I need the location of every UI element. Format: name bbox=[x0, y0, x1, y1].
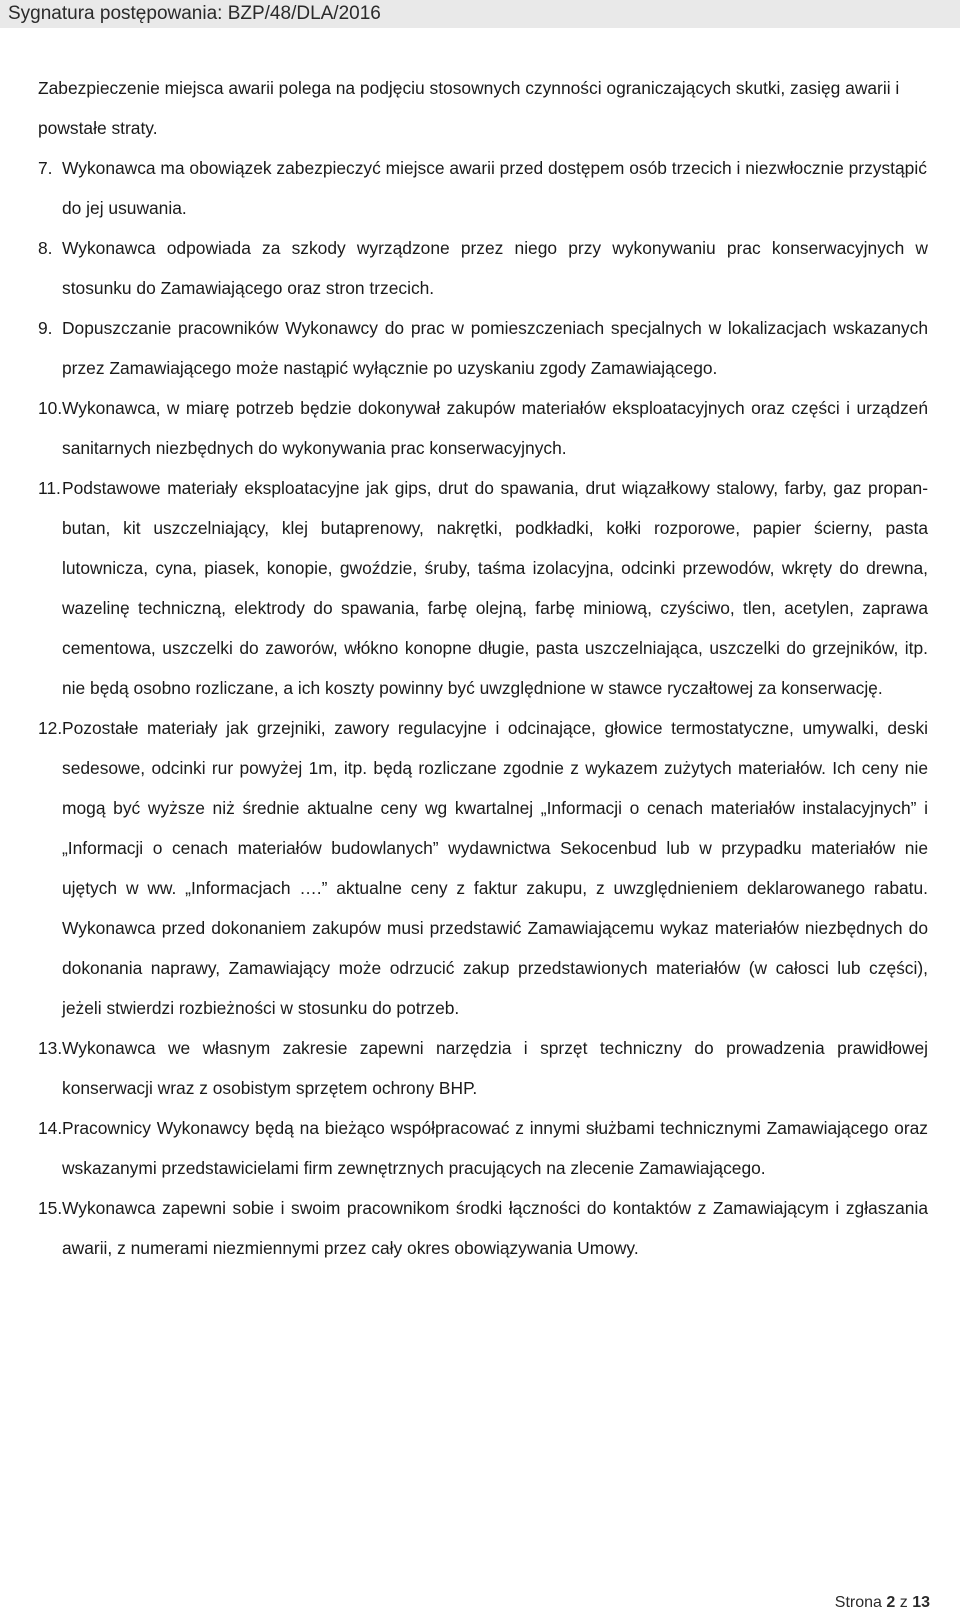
list-item bbox=[38, 468, 928, 708]
page-number bbox=[835, 1592, 930, 1614]
list-item bbox=[38, 308, 928, 388]
list-item bbox=[38, 1028, 928, 1108]
list-item-text: Pracownicy Wykonawcy będą na bieżąco współpracować z innymi służbami technicznymi Zamawiającego oraz wskazanymi przedstawicielami firm zewnętrznych pracujących na zlecenie Zamawiającego. bbox=[62, 1118, 928, 1178]
total-pages: 13 bbox=[912, 1594, 930, 1611]
list-item-text: Dopuszczanie pracowników Wykonawcy do prac w pomieszczeniach specjalnych w lokalizacjach wskazanych przez Zamawiającego może nastąpić wyłącznie po uzyskaniu zgody Zamawiającego. bbox=[62, 318, 928, 378]
list-item-text: Wykonawca odpowiada za szkody wyrządzone przez niego przy wykonywaniu prac konserwacyjnych w stosunku do Zamawiającego oraz stron trzecich. bbox=[62, 238, 928, 298]
page-label: Strona bbox=[834, 1594, 882, 1611]
list-item-number: 14. bbox=[38, 1118, 63, 1138]
list-item-number: 11. bbox=[38, 478, 61, 498]
case-signature: Sygnatura postępowania: BZP/48/DLA/2016 bbox=[8, 3, 381, 24]
list-item bbox=[38, 1188, 928, 1268]
list-item-number: 13. bbox=[38, 1038, 63, 1058]
list-item-text: Podstawowe materiały eksploatacyjne jak gips, drut do spawania, drut wiązałkowy stalowy, farby, gaz propan-butan, kit uszczelniający, klej butaprenowy, nakrętki, podkładki, kołki rozporowe, papier ścierny, pasta lutownicza, cyna, piasek, konopie, gwoździe, śruby, taśma izolacyjna, odcinki przewodów, wkręty do drewna, wazelinę techniczną, elektrody do spawania, farbę olejną, farbę miniową, czyściwo, tlen, acetylen, zaprawa cementowa, uszczelki do zaworów, włókno konopne długie, pasta uszczelniająca, uszczelki do grzejników, itp. nie będą osobno rozliczane, a ich koszty powinny być uwzględnione w stawce ryczałtowej za konserwację. bbox=[62, 478, 928, 698]
list-item-number: 7. bbox=[38, 158, 53, 178]
list-item-text: Wykonawca zapewni sobie i swoim pracownikom środki łączności do kontaktów z Zamawiającym i zgłaszania awarii, z numerami niezmiennymi przez cały okres obowiązywania Umowy. bbox=[62, 1198, 928, 1258]
list-item-text: Wykonawca ma obowiązek zabezpieczyć miejsce awarii przed dostępem osób trzecich i niezwłocznie przystąpić do jej usuwania. bbox=[62, 158, 927, 218]
page-header bbox=[0, 0, 960, 28]
page-separator: z bbox=[899, 1594, 908, 1611]
list-item bbox=[38, 1108, 928, 1188]
list-item-text: Wykonawca we własnym zakresie zapewni narzędzia i sprzęt techniczny do prowadzenia prawidłowej konserwacji wraz z osobistym sprzętem ochrony BHP. bbox=[62, 1038, 928, 1098]
list-item-number: 8. bbox=[38, 238, 53, 258]
document-body bbox=[38, 68, 928, 1268]
list-item bbox=[38, 388, 928, 468]
list-item bbox=[38, 708, 928, 1028]
list-item bbox=[38, 228, 928, 308]
list-item-number: 12. bbox=[38, 718, 63, 738]
list-item-text: Wykonawca, w miarę potrzeb będzie dokonywał zakupów materiałów eksploatacyjnych oraz części i urządzeń sanitarnych niezbędnych do wykonywania prac konserwacyjnych. bbox=[62, 398, 928, 458]
list-item-number: 9. bbox=[38, 318, 53, 338]
current-page: 2 bbox=[886, 1594, 896, 1611]
list-item-number: 10. bbox=[38, 398, 63, 418]
intro-paragraph: Zabezpieczenie miejsca awarii polega na podjęciu stosownych czynności ograniczających skutki, zasięg awarii i powstałe straty. bbox=[38, 78, 900, 138]
list-item-number: 15. bbox=[38, 1198, 63, 1218]
list-item-text: Pozostałe materiały jak grzejniki, zawory regulacyjne i odcinające, głowice termostatyczne, umywalki, deski sedesowe, odcinki rur powyżej 1m, itp. będą rozliczane zgodnie z wykazem zużytych materiałów. Ich ceny nie mogą być wyższe niż średnie aktualne ceny wg kwartalnej „Informacji o cenach materiałów instalacyjnych” i „Informacji o cenach materiałów budowlanych” wydawnictwa Sekocenbud lub w przypadku materiałów nie ujętych w ww. „Informacjach ….” aktualne ceny z faktur zakupu, z uwzględnieniem deklarowanego rabatu. Wykonawca przed dokonaniem zakupów musi przedstawić Zamawiającemu wykaz materiałów niezbędnych do dokonania naprawy, Zamawiający może odrzucić zakup przedstawionych materiałów (w całosci lub części), jeżeli stwierdzi rozbieżności w stosunku do potrzeb. bbox=[62, 718, 928, 1018]
list-item bbox=[38, 148, 928, 228]
